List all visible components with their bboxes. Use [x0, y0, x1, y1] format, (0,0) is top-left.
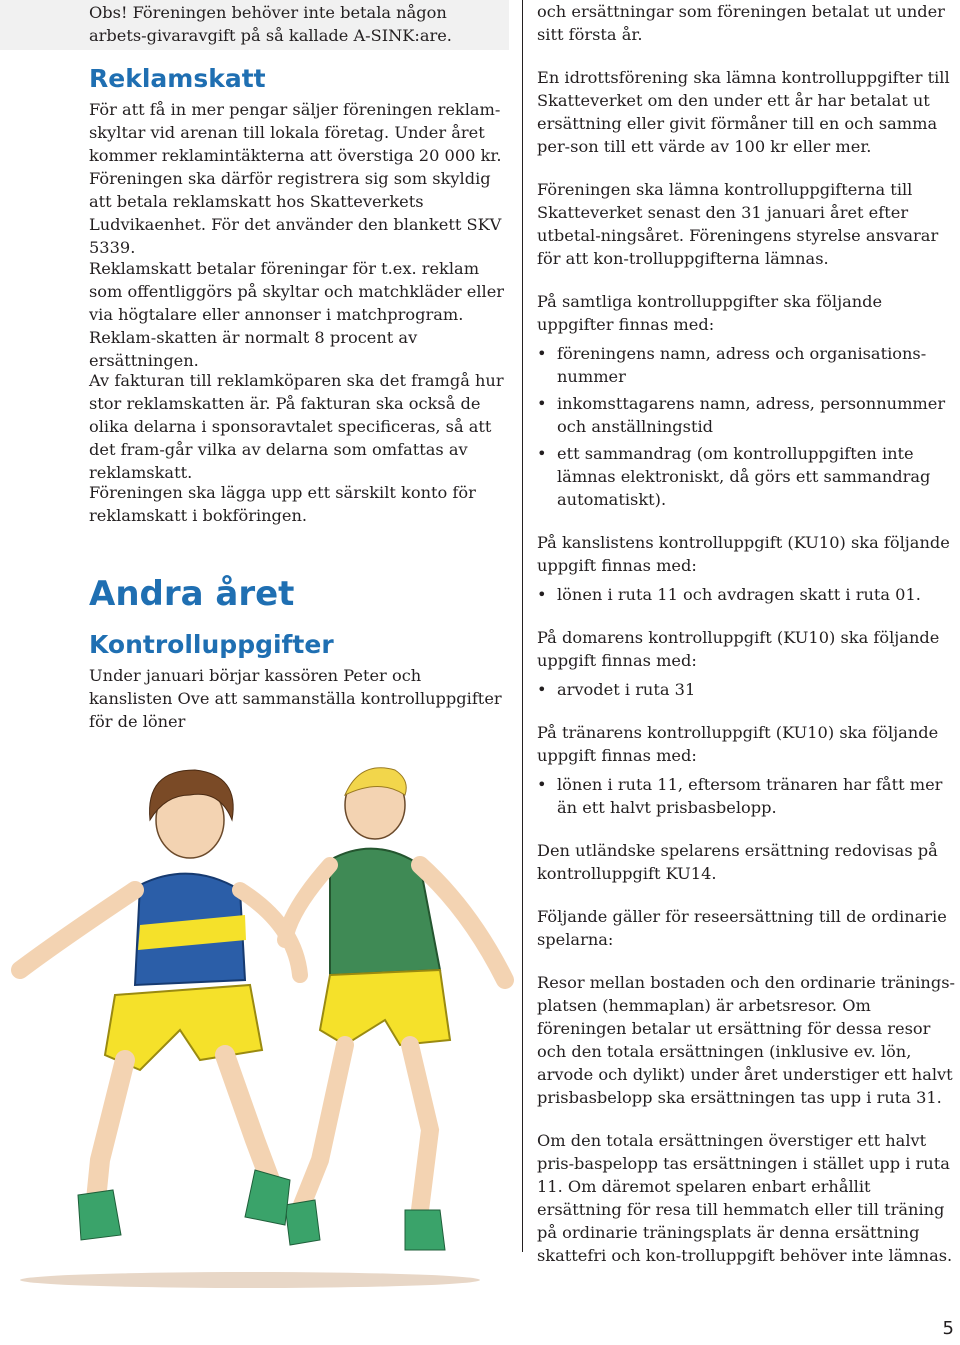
- kontrolluppgifter-intro: Under januari börjar kassören Peter och kanslisten Ove att sammanställa kontrolluppgifter för de löner: [89, 666, 502, 731]
- page-number: 5: [942, 1318, 954, 1339]
- reklamskatt-heading: Reklamskatt: [89, 64, 266, 93]
- right-paragraph-2: Föreningen ska lämna kontrolluppgifterna till Skatteverket senast den 31 januari året efter utbetal-ningsåret. Föreningens styrelse ansvarar för att kon-trolluppgifterna lämnas.: [537, 180, 939, 268]
- list-item: • arvodet i ruta 31: [537, 678, 957, 701]
- right-paragraph-1: En idrottsförening ska lämna kontrolluppgifter till Skatteverket om den under ett år har betalat ut ersättning eller givit förmåner till en och samma per-son till ett värde av 100 kr eller mer.: [537, 68, 950, 156]
- list-item: • föreningens namn, adress och organisations-nummer: [537, 342, 957, 388]
- list-item: • lönen i ruta 11, eftersom tränaren har fått mer än ett halvt prisbasbelopp.: [537, 773, 957, 819]
- bullet-list-1: [537, 342, 957, 511]
- bullet-list-2: [537, 583, 957, 606]
- runner-left: [20, 770, 300, 1240]
- list-item: • lönen i ruta 11 och avdragen skatt i ruta 01.: [537, 583, 957, 606]
- list-item: • ett sammandrag (om kontrolluppgiften inte lämnas elektroniskt, då görs ett sammandrag automatiskt).: [537, 442, 957, 511]
- right-paragraph-3: På samtliga kontrolluppgifter ska följande uppgifter finnas med:: [537, 292, 883, 334]
- andra-aret-heading: Andra året: [89, 574, 295, 614]
- right-paragraph-5: På domarens kontrolluppgift (KU10) ska följande uppgift finnas med:: [537, 628, 940, 670]
- reklamskatt-paragraph-1: För att få in mer pengar säljer föreningen reklam-skyltar vid arenan till lokala företag. Under året kommer reklamintäkterna att överstiga 20 000 kr. Föreningen ska därför registrera sig som skyldig att betala reklamskatt hos Skatteverkets Ludvikaenhet. För det använder den blankett SKV 5339.: [89, 100, 502, 257]
- reklamskatt-paragraph-4: Föreningen ska lägga upp ett särskilt konto för reklamskatt i bokföringen.: [89, 483, 476, 525]
- bullet-list-4: [537, 773, 957, 819]
- reklamskatt-paragraph-2: Reklamskatt betalar föreningar för t.ex. reklam som offentliggörs på skyltar och matchkläder eller via högtalare eller annonser i matchprogram. Reklam-skatten är normalt 8 procent av ersättningen.: [89, 259, 505, 370]
- right-column: [537, 0, 957, 1267]
- ground-shadow: [20, 1272, 480, 1288]
- runners-illustration: [0, 740, 520, 1300]
- right-paragraph-7: Den utländske spelarens ersättning redovisas på kontrolluppgift KU14.: [537, 841, 938, 883]
- right-paragraph-10: Om den totala ersättningen överstiger ett halvt pris-baspelopp tas ersättningen i stället upp i ruta 11. Om däremot spelaren enbart erhållit ersättning för resa till hemmatch eller till träning på ordinarie träningsplats är denna ersättning skattefri och kon-trolluppgift behöver inte lämnas.: [537, 1131, 953, 1265]
- reklamskatt-paragraph-3: Av fakturan till reklamköparen ska det framgå hur stor reklamskatten är. På fakturan ska också de olika delarna i sponsoravtalet specificeras, så att det fram-går vilka av delarna som omfattas av reklamskatt.: [89, 371, 504, 482]
- right-paragraph-8: Följande gäller för reseersättning till de ordinarie spelarna:: [537, 907, 947, 949]
- kontrolluppgifter-heading: Kontrolluppgifter: [89, 630, 334, 659]
- right-paragraph-9: Resor mellan bostaden och den ordinarie tränings-platsen (hemmaplan) är arbetsresor. Om föreningen betalar ut ersättning för dessa resor och den totala ersättningen (inklusive ev. lön, arvode och dylikt) under året understiger ett halvt prisbasbelopp ska ersättningen tas upp i ruta 31.: [537, 973, 955, 1107]
- right-paragraph-4: På kanslistens kontrolluppgift (KU10) ska följande uppgift finnas med:: [537, 533, 950, 575]
- top-note: Obs! Föreningen behöver inte betala någon arbets-givaravgift på så kallade A-SINK:are.: [89, 3, 452, 45]
- continuation-text: och ersättningar som föreningen betalat ut under sitt första år.: [537, 2, 945, 44]
- right-paragraph-6: På tränarens kontrolluppgift (KU10) ska följande uppgift finnas med:: [537, 723, 939, 765]
- list-item: • inkomsttagarens namn, adress, personnummer och anställningstid: [537, 392, 957, 438]
- runner-right: [285, 768, 505, 1250]
- bullet-list-3: [537, 678, 957, 701]
- column-divider: [522, 0, 523, 1252]
